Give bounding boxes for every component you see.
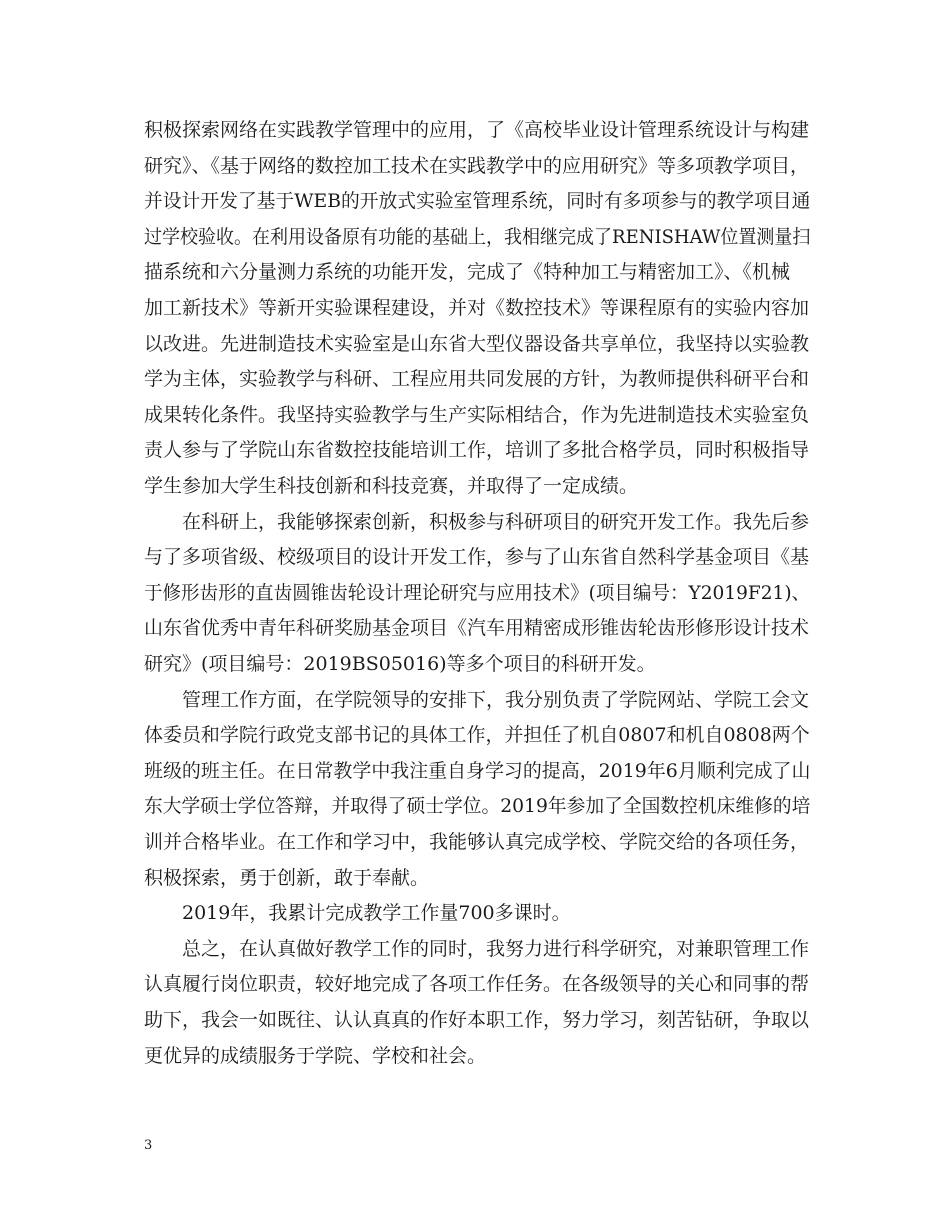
paragraph-start-line: 总之，在认真做好教学工作的同时，我努力进行科学研究，对兼职管理工作 xyxy=(182,938,810,960)
text-line: 研究》(项目编号：2019BS05016)等多个项目的科研开发。 xyxy=(144,653,656,675)
text-line: 加工新技术》等新开实验课程建设，并对《数控技术》等课程原有的实验内容加 xyxy=(144,297,810,319)
text-line: 训并合格毕业。在工作和学习中，我能够认真完成学校、学院交给的各项任务， xyxy=(144,831,810,853)
text-line: 研究》、《基于网络的数控加工技术在实践教学中的应用研究》等多项教学项目， xyxy=(144,155,810,177)
text-line: 并设计开发了基于WEB的开放式实验室管理系统，同时有多项参与的教学项目通 xyxy=(144,190,811,212)
text-line: 更优异的成绩服务于学院、学校和社会。 xyxy=(144,1045,487,1067)
paragraph-start-line: 在科研上，我能够探索创新，积极参与科研项目的研究开发工作。我先后参 xyxy=(182,511,810,533)
text-line: 学为主体，实验教学与科研、工程应用共同发展的方针，为教师提供科研平台和 xyxy=(144,368,810,390)
text-line: 体委员和学院行政党支部书记的具体工作，并担任了机自0807和机自0808两个 xyxy=(144,724,810,746)
page-number: 3 xyxy=(144,1138,153,1153)
text-line: 以改进。先进制造技术实验室是山东省大型仪器设备共享单位，我坚持以实验教 xyxy=(144,333,810,355)
text-line: 东大学硕士学位答辩，并取得了硕士学位。2019年参加了全国数控机床维修的培 xyxy=(144,795,811,817)
paragraph-start-line: 管理工作方面，在学院领导的安排下，我分别负责了学院网站、学院工会文 xyxy=(182,689,810,711)
text-line: 成果转化条件。我坚持实验教学与生产实际相结合，作为先进制造技术实验室负 xyxy=(144,404,810,426)
text-line: 助下，我会一如既往、认认真真的作好本职工作，努力学习，刻苦钻研，争取以 xyxy=(144,1009,810,1031)
text-line: 积极探索，勇于创新，敢于奉献。 xyxy=(144,867,430,889)
text-line: 与了多项省级、校级项目的设计开发工作，参与了山东省自然科学基金项目《基 xyxy=(144,546,810,568)
text-line: 过学校验收。在利用设备原有功能的基础上，我相继完成了RENISHAW位置测量扫 xyxy=(144,226,811,248)
text-line: 于修形齿形的直齿圆锥齿轮设计理论研究与应用技术》(项目编号：Y2019F21)、 xyxy=(144,582,811,604)
text-line: 学生参加大学生科技创新和科技竞赛，并取得了一定成绩。 xyxy=(144,475,639,497)
text-line: 积极探索网络在实践教学管理中的应用，了《高校毕业设计管理系统设计与构建 xyxy=(144,119,810,141)
text-line: 班级的班主任。在日常教学中我注重自身学习的提高，2019年6月顺利完成了山 xyxy=(144,760,811,782)
text-line: 责人参与了学院山东省数控技能培训工作，培训了多批合格学员，同时积极指导 xyxy=(144,439,810,461)
text-line: 认真履行岗位职责，较好地完成了各项工作任务。在各级领导的关心和同事的帮 xyxy=(144,973,810,995)
text-line: 山东省优秀中青年科研奖励基金项目《汽车用精密成形锥齿轮齿形修形设计技术 xyxy=(144,617,810,639)
paragraph-start-line: 2019年，我累计完成教学工作量700多课时。 xyxy=(182,902,571,924)
text-line: 描系统和六分量测力系统的功能开发，完成了《特种加工与精密加工》、《机械 xyxy=(144,261,791,283)
